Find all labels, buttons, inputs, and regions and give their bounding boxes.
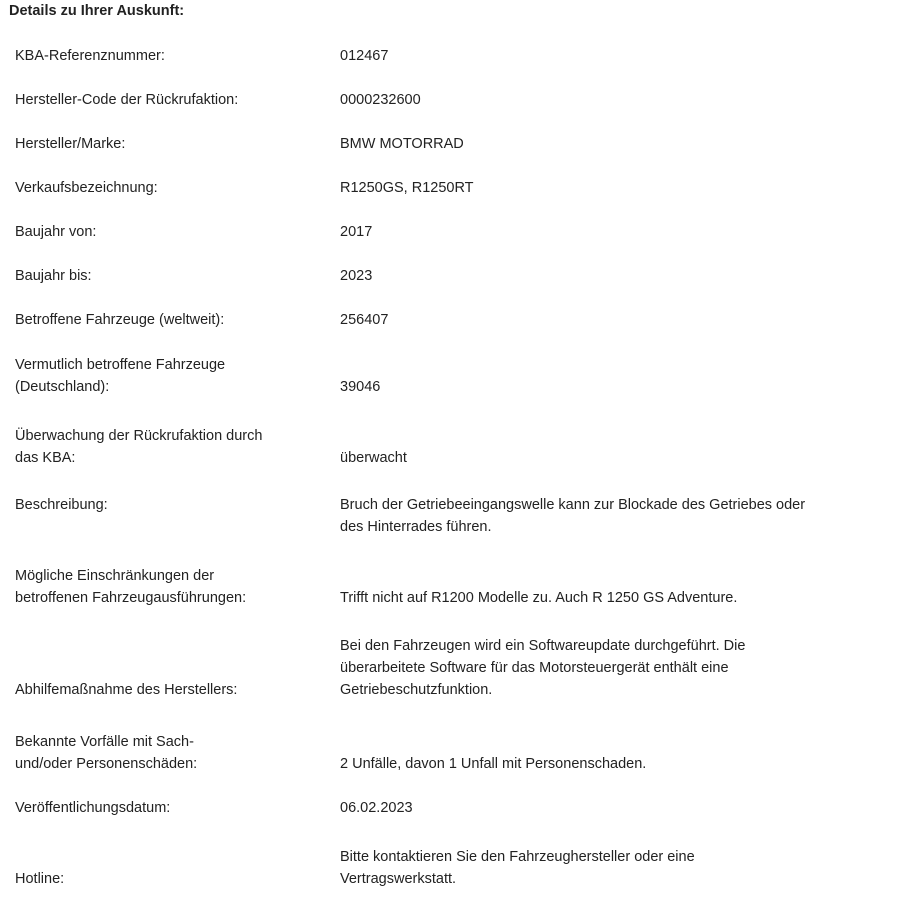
row-label: Baujahr bis:: [15, 268, 92, 284]
row-label: Hotline:: [15, 871, 65, 887]
row-value: 06.02.2023: [340, 800, 413, 816]
row-value: 0000232600: [340, 92, 421, 108]
row-value: 256407: [340, 312, 389, 328]
row-label: Veröffentlichungsdatum:: [15, 800, 171, 816]
row-value: überwacht: [340, 450, 407, 466]
row-value: 39046: [340, 379, 381, 395]
row-label: Hersteller-Code der Rückrufaktion:: [15, 92, 239, 108]
row-value: 2017: [340, 224, 373, 240]
row-label: Baujahr von:: [15, 224, 97, 240]
row-label: Abhilfemaßnahme des Herstellers:: [15, 682, 238, 698]
section-heading: Details zu Ihrer Auskunft:: [9, 3, 185, 19]
row-label: Betroffene Fahrzeuge (weltweit):: [15, 312, 225, 328]
row-value: BMW MOTORRAD: [340, 136, 464, 152]
row-value: Bruch der Getriebeeingangswelle kann zur Blockade des Getriebes oder des Hinterrades führen.: [340, 497, 806, 535]
row-label: Hersteller/Marke:: [15, 136, 126, 152]
row-value: 2 Unfälle, davon 1 Unfall mit Personenschaden.: [340, 756, 647, 772]
row-label: KBA-Referenznummer:: [15, 48, 165, 64]
row-label: Beschreibung:: [15, 497, 108, 513]
row-label: Mögliche Einschränkungen der betroffenen Fahrzeugausführungen:: [15, 568, 247, 606]
row-label: Verkaufsbezeichnung:: [15, 180, 158, 196]
row-label: Vermutlich betroffene Fahrzeuge (Deutschland):: [15, 357, 226, 395]
row-value: 012467: [340, 48, 389, 64]
row-value: 2023: [340, 268, 373, 284]
row-value: Bei den Fahrzeugen wird ein Softwareupdate durchgeführt. Die überarbeitete Software für das Motorsteuergerät enthält eine Getriebeschutzfunktion.: [340, 638, 746, 698]
row-label: Bekannte Vorfälle mit Sach- und/oder Personenschäden:: [15, 734, 198, 772]
row-value: Trifft nicht auf R1200 Modelle zu. Auch R 1250 GS Adventure.: [340, 590, 738, 606]
row-value: Bitte kontaktieren Sie den Fahrzeughersteller oder eine Vertragswerkstatt.: [340, 849, 695, 887]
row-label: Überwachung der Rückrufaktion durch das KBA:: [15, 428, 263, 466]
row-value: R1250GS, R1250RT: [340, 180, 474, 196]
